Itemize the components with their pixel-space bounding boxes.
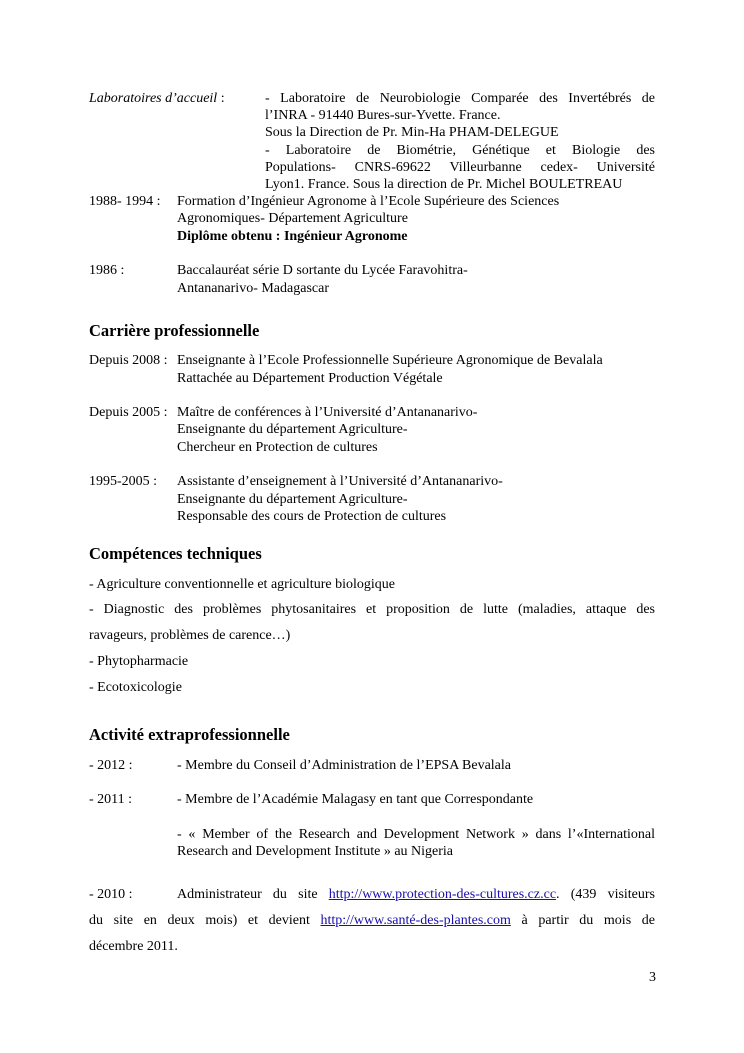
edu-1988-diploma: Diplôme obtenu : Ingénieur Agronome	[177, 229, 408, 244]
career-2008-line-2: Rattachée au Département Production Végétale	[177, 371, 443, 386]
career-date-2005: Depuis 2005 :	[89, 405, 168, 420]
extra-2011-network-line-2: Research and Development Institute » au Nigeria	[177, 844, 454, 859]
career-2005-line-1: Maître de conférences à l’Université d’Antananarivo-	[177, 405, 478, 420]
extra-2010-line-3: décembre 2011.	[89, 939, 178, 954]
sante-des-plantes-link[interactable]: http://www.santé-des-plantes.com	[320, 913, 511, 928]
labs-line-5: Populations- CNRS-69622 Villeurbanne cedex- Université	[265, 160, 655, 175]
edu-1988-line-2: Agronomiques- Département Agriculture	[177, 211, 408, 226]
skill-item: - Ecotoxicologie	[89, 680, 182, 695]
career-heading: Carrière professionnelle	[89, 321, 260, 340]
protection-des-cultures-link[interactable]: http://www.protection-des-cultures.cz.cc	[328, 887, 557, 902]
career-2008-line-1: Enseignante à l’Ecole Professionnelle Supérieure Agronomique de Bevalala	[177, 353, 603, 368]
edu-1986-line-2: Antananarivo- Madagascar	[177, 281, 329, 296]
extra-2010-line-2: du site en deux mois) et devient http://www.santé-des-plantes.com à partir du mois de	[89, 913, 655, 928]
extra-date-2010: - 2010 :	[89, 887, 133, 902]
labs-line-6: Lyon1. France. Sous la direction de Pr. Michel BOULETREAU	[265, 177, 623, 192]
labs-line-4: - Laboratoire de Biométrie, Génétique et Biologie des	[265, 143, 655, 158]
skill-item: ravageurs, problèmes de carence…)	[89, 628, 291, 643]
skill-item: - Agriculture conventionnelle et agriculture biologique	[89, 577, 395, 592]
extra-2010-line-1: Administrateur du site http://www.protection-des-cultures.cz.cc. (439 visiteurs	[177, 887, 656, 902]
page-number: 3	[649, 970, 656, 985]
extra-2011-text: - Membre de l’Académie Malagasy en tant que Correspondante	[177, 792, 534, 807]
skill-item: - Diagnostic des problèmes phytosanitaires et proposition de lutte (maladies, attaque des	[89, 602, 655, 617]
career-date-2008: Depuis 2008 :	[89, 353, 168, 368]
skills-heading: Compétences techniques	[89, 544, 262, 563]
skill-item: - Phytopharmacie	[89, 654, 189, 669]
extra-2012-text: - Membre du Conseil d’Administration de l’EPSA Bevalala	[177, 758, 512, 773]
labs-line-2: l’INRA - 91440 Bures-sur-Yvette. France.	[265, 108, 501, 123]
labs-line-1: - Laboratoire de Neurobiologie Comparée des Invertébrés de	[265, 91, 655, 106]
career-1995-line-2: Enseignante du département Agriculture-	[177, 492, 408, 507]
extra-date-2011: - 2011 :	[89, 792, 133, 807]
career-1995-line-3: Responsable des cours de Protection de cultures	[177, 509, 447, 524]
career-2005-line-3: Chercheur en Protection de cultures	[177, 440, 378, 455]
labs-label: Laboratoires d’accueil :	[89, 91, 225, 106]
career-1995-line-1: Assistante d’enseignement à l’Université d’Antananarivo-	[177, 474, 503, 489]
extra-heading: Activité extraprofessionnelle	[89, 725, 290, 744]
edu-1986-line-1: Baccalauréat série D sortante du Lycée Faravohitra-	[177, 263, 468, 278]
career-2005-line-2: Enseignante du département Agriculture-	[177, 422, 408, 437]
career-date-1995: 1995-2005 :	[89, 474, 158, 489]
edu-date-1988: 1988- 1994 :	[89, 194, 161, 209]
extra-2011-network-line-1: - « Member of the Research and Development Network » dans l’«International	[177, 827, 655, 842]
extra-date-2012: - 2012 :	[89, 758, 133, 773]
labs-line-3: Sous la Direction de Pr. Min-Ha PHAM-DELEGUE	[265, 125, 559, 140]
edu-1988-line-1: Formation d’Ingénieur Agronome à l’Ecole Supérieure des Sciences	[177, 194, 560, 209]
edu-date-1986: 1986 :	[89, 263, 125, 278]
